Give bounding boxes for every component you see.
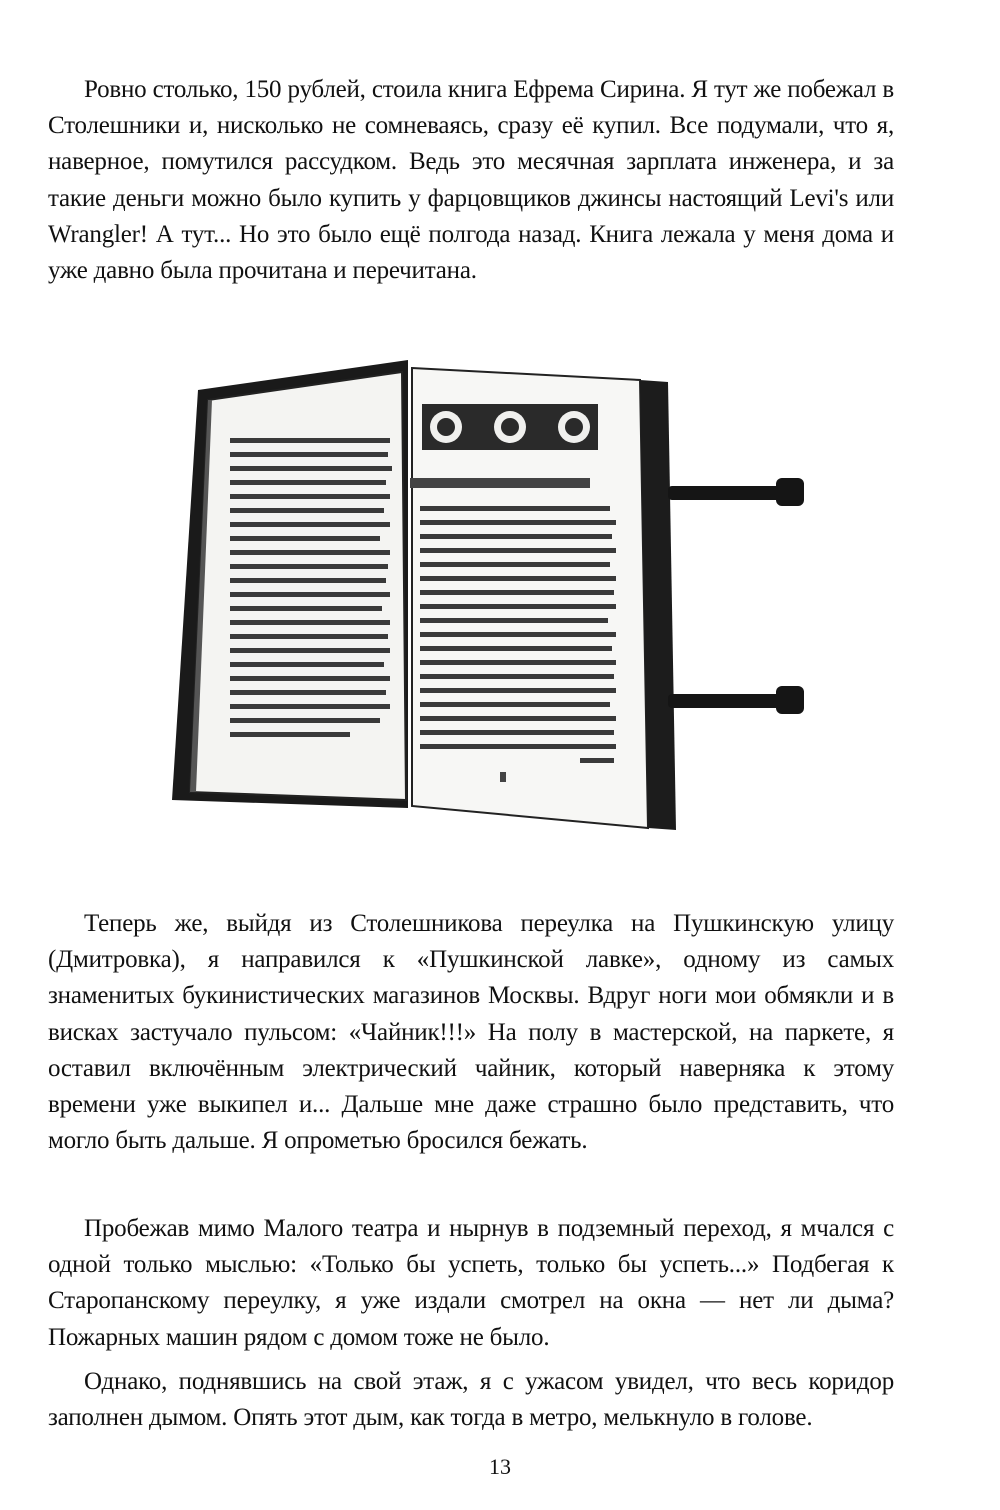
paragraph-2: Теперь же, выйдя из Столешникова переулка на Пушкинскую улицу (Дмитровка), я направился к «Пушкинской лавке», одному из самых знаменитых букинистических магазинов Москвы. Вдруг ноги мои обмякли и в висках застучало пульсом: «Чайник!!!» На полу в мастерской, на паркете, я оставил включённым электрический чайник, который наверняка к этому времени уже выкипел и... Дальше мне даже страшно было представить, что могло быть дальше. Я опрометью бросился бежать. (48, 910, 894, 1155)
paragraph-1: Ровно столько, 150 рублей, стоила книга Ефрема Сирина. Я тут же побежал в Столешники и, нисколько не сомневаясь, сразу её купил. Все подумали, что я, наверное, помутился рассудком. Ведь это месячная зарплата инженера, и за такие деньги можно было купить у фарцовщиков джинсы настоящий Levi's или Wrangler! А тут... Но это было ещё полгода назад. Книга лежала у меня дома и уже давно была прочитана и перечитана. (48, 76, 894, 285)
page-number: 13 (489, 1454, 511, 1479)
paragraph-3: Пробежав мимо Малого театра и нырнув в подземный переход, я мчался с одной только мыслью: «Только бы успеть, только бы успеть...» Подбегая к Старопанскому переулку, я уже издали смотрел на окна — нет ли дыма? Пожарных машин рядом с домом тоже не было. (48, 1215, 894, 1351)
paragraph-4: Однако, поднявшись на свой этаж, я с ужасом увидел, что весь коридор заполнен дымом. Опять этот дым, как тогда в метро, мелькнуло в голове. (48, 1368, 894, 1432)
old-book-photo (150, 360, 830, 840)
